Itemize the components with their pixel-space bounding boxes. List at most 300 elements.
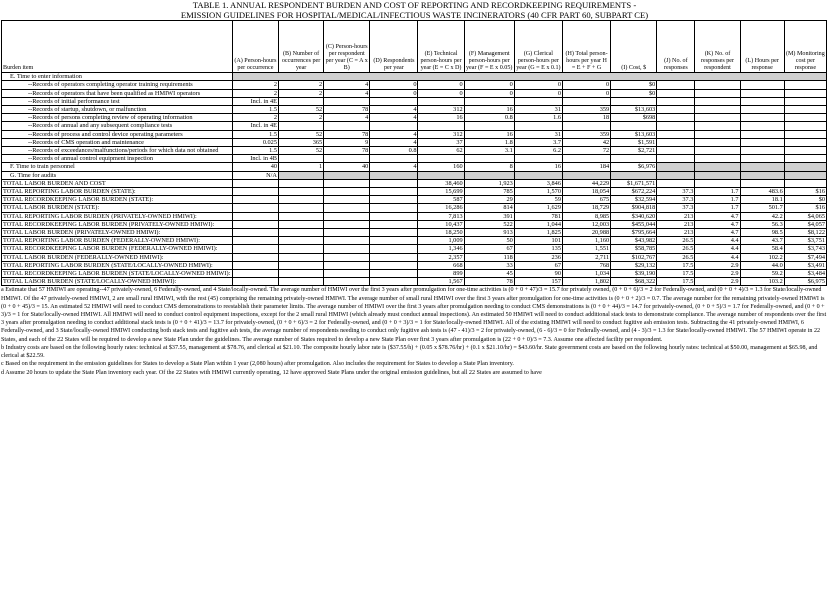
cell-f: 1,923 (464, 179, 514, 187)
col-header-i: (I) Cost, $ (611, 21, 657, 73)
footnote-d: d Assume 20 hours to update the State Plan inventory each year. Of the 22 States with HMIWI currently operating, 12 have approved State Plans under the original emission guidelines, but all 22 States are assumed to have (1, 369, 542, 376)
col-header-d: (D) Respondents per year (370, 21, 418, 73)
total-row (2, 196, 827, 204)
cell-e: 587 (418, 196, 464, 204)
cell-k: 4.7 (695, 212, 740, 220)
cell-k: 4.4 (695, 237, 740, 245)
cell-i: $39,190 (611, 270, 657, 278)
cell-d (370, 196, 418, 204)
cell-d (370, 229, 418, 237)
cell-m: $4,065 (784, 212, 826, 220)
cell-i: $13,603 (611, 130, 657, 138)
table-row (2, 106, 827, 114)
cell-c: 4 (324, 81, 370, 89)
cell-k: 4.7 (695, 229, 740, 237)
row-label: TOTAL REPORTING LABOR BURDEN (PRIVATELY-OWNED HMIWI): (2, 212, 233, 220)
cell-l: 42.2 (740, 212, 784, 220)
cell-i (611, 97, 657, 105)
cell-h: 42 (562, 138, 610, 146)
cell-j: 26.5 (657, 245, 695, 253)
cell-i: $102,767 (611, 253, 657, 261)
cell-h: 0 (562, 81, 610, 89)
cell-a: Incl. in 4E (232, 97, 278, 105)
cell-c (324, 237, 370, 245)
cell-f (464, 122, 514, 130)
cell-m: $7,494 (784, 253, 826, 261)
cell-a: 1.5 (232, 106, 278, 114)
row-label: TOTAL REPORTING LABOR BURDEN (STATE/LOCALLY-OWNED HMIWI): (2, 261, 233, 269)
cell-f: 0 (464, 89, 514, 97)
cell-g: 1,044 (514, 220, 562, 228)
cell-j (657, 138, 695, 146)
cell-m: $16 (784, 188, 826, 196)
cell-e: 0 (418, 81, 464, 89)
row-label: TOTAL LABOR BURDEN (FEDERALLY-OWNED HMIWI): (2, 253, 233, 261)
cell-c (324, 270, 370, 278)
header-row (2, 21, 827, 73)
cell-g: 67 (514, 261, 562, 269)
cell-g: 16 (514, 163, 562, 171)
cell-h: 18,729 (562, 204, 610, 212)
total-row (2, 245, 827, 253)
cell-c (324, 155, 370, 163)
cell-l: 58.4 (740, 245, 784, 253)
cell-k (695, 171, 740, 179)
cell-j (657, 114, 695, 122)
cell-c (324, 261, 370, 269)
row-label: --Records of operators that have been qualified as HMIWI operators (2, 89, 233, 97)
table-row (2, 81, 827, 89)
cell-j: 17.5 (657, 270, 695, 278)
cell-m: $6,975 (784, 278, 826, 286)
table-row (2, 138, 827, 146)
cell-e: 668 (418, 261, 464, 269)
cell-h: 72 (562, 147, 610, 155)
cell-l: 56.3 (740, 220, 784, 228)
cell-b: 2 (278, 89, 323, 97)
cell-a (232, 278, 278, 286)
cell-i: $1,591 (611, 138, 657, 146)
cell-m: $0 (784, 196, 826, 204)
cell-g: 1,825 (514, 229, 562, 237)
col-header-j: (J) No. of responses (657, 21, 695, 73)
cell-h: 1,802 (562, 278, 610, 286)
cell-g: 0 (514, 89, 562, 97)
cell-l: 59.2 (740, 270, 784, 278)
cell-m: $8,122 (784, 229, 826, 237)
cell-g (514, 97, 562, 105)
cell-j: 213 (657, 212, 695, 220)
section-row-e (2, 73, 827, 81)
cell-j (657, 155, 695, 163)
cell-l (740, 97, 784, 105)
cell-d (370, 278, 418, 286)
cell-c: 78 (324, 130, 370, 138)
cell-c: 4 (324, 114, 370, 122)
total-row (2, 188, 827, 196)
row-label: TOTAL RECORDKEEPING LABOR BURDEN (STATE): (2, 196, 233, 204)
cell-i: $455,044 (611, 220, 657, 228)
cell-m: $3,743 (784, 245, 826, 253)
cell-f: 785 (464, 188, 514, 196)
cell-k (695, 114, 740, 122)
cell-e: 1,567 (418, 278, 464, 286)
cell-g (514, 122, 562, 130)
cell-d (370, 204, 418, 212)
title-line-2: EMISSION GUIDELINES FOR HOSPITAL/MEDICAL/INFECTIOUS WASTE INCINERATORS (40 CFR PART 60, SUBPART CE) (180, 9, 649, 20)
cell-m (784, 138, 826, 146)
cell-c (324, 212, 370, 220)
cell-c (324, 188, 370, 196)
cell-e: 16,286 (418, 204, 464, 212)
cell-b (278, 188, 323, 196)
cell-b (278, 179, 323, 187)
total-row (2, 237, 827, 245)
row-label: --Records of exceedances/malfunctions/periods for which data not obtained (2, 147, 233, 155)
cell-d (370, 237, 418, 245)
cell-h: 0 (562, 89, 610, 97)
cell-c: 78 (324, 106, 370, 114)
cell-e: 62 (418, 147, 464, 155)
cell-c (324, 278, 370, 286)
cell-h: 768 (562, 261, 610, 269)
cell-a (232, 253, 278, 261)
cell-e: 2,357 (418, 253, 464, 261)
table-row (2, 155, 827, 163)
cell-a: N/A (232, 171, 278, 179)
table-title (0, 1, 829, 20)
cell-b (278, 229, 323, 237)
cell-j: 37.3 (657, 196, 695, 204)
cell-f: 1.8 (464, 138, 514, 146)
cell-e: 0 (418, 89, 464, 97)
cell-m (784, 106, 826, 114)
cell-c (324, 229, 370, 237)
cell-f: 78 (464, 278, 514, 286)
cell-j (657, 163, 695, 171)
cell-h: 359 (562, 106, 610, 114)
cell-m (784, 163, 826, 171)
row-label: TOTAL LABOR BURDEN AND COST (2, 179, 233, 187)
cell-f (464, 97, 514, 105)
cell-e: 899 (418, 270, 464, 278)
cell-k: 1.7 (695, 204, 740, 212)
cell-l (740, 106, 784, 114)
cell-k: 4.4 (695, 245, 740, 253)
cell-e: 312 (418, 130, 464, 138)
col-header-a: (A) Person-hours per occurrence (232, 21, 278, 73)
cell-i: $1,671,571 (611, 179, 657, 187)
cell-h: 675 (562, 196, 610, 204)
row-label: TOTAL RECORDKEEPING LABOR BURDEN (FEDERALLY-OWNED HMIWI): (2, 245, 233, 253)
cell-j (657, 81, 695, 89)
footnote-c: c Based on the requirement in the emission guidelines for States to develop a State Plan within 1 year (2,080 hours) after promulgation. Also includes the requirement for States to develop a State Plan inventory. (1, 361, 514, 368)
cell-h: 44,229 (562, 179, 610, 187)
cell-f: 118 (464, 253, 514, 261)
row-label: --Records of initial performance test (2, 97, 233, 105)
cell-k: 1.7 (695, 196, 740, 204)
cell-g: 31 (514, 106, 562, 114)
cell-k: 1.7 (695, 188, 740, 196)
cell-i: $43,982 (611, 237, 657, 245)
total-row (2, 270, 827, 278)
cell-h: 1,160 (562, 237, 610, 245)
cell-d: 4 (370, 114, 418, 122)
cell-a: Incl. in 4B (232, 155, 278, 163)
cell-i: $795,664 (611, 229, 657, 237)
cell-f: 29 (464, 196, 514, 204)
cell-a: Incl. in 4E (232, 122, 278, 130)
cell-g: 6.2 (514, 147, 562, 155)
cell-e: 1,009 (418, 237, 464, 245)
cell-a (232, 261, 278, 269)
cell-l (740, 147, 784, 155)
cell-m: $3,491 (784, 261, 826, 269)
cell-i: $904,818 (611, 204, 657, 212)
row-label: --Records of operators completing operator training requirements (2, 81, 233, 89)
cell-j (657, 147, 695, 155)
cell-k (695, 122, 740, 130)
cell-c (324, 204, 370, 212)
footnotes (1, 286, 827, 376)
cell-h: 2,711 (562, 253, 610, 261)
cell-k: 2.9 (695, 278, 740, 286)
cell-b: 365 (278, 138, 323, 146)
cell-k (695, 155, 740, 163)
total-row (2, 204, 827, 212)
cell-i: $29,132 (611, 261, 657, 269)
cell-l: 102.2 (740, 253, 784, 261)
cell-c (324, 171, 370, 179)
cell-f: 16 (464, 106, 514, 114)
cell-l (740, 81, 784, 89)
cell-d (370, 179, 418, 187)
cell-g: 1.6 (514, 114, 562, 122)
total-row (2, 261, 827, 269)
cell-a (232, 245, 278, 253)
cell-m (784, 130, 826, 138)
row-label: --Records of persons completing review of operating information (2, 114, 233, 122)
cell-f: 33 (464, 261, 514, 269)
cell-k: 2.9 (695, 270, 740, 278)
cell-h: 1,034 (562, 270, 610, 278)
cell-k (695, 97, 740, 105)
cell-f: 50 (464, 237, 514, 245)
cell-b (278, 278, 323, 286)
cell-g (514, 155, 562, 163)
cell-d (370, 122, 418, 130)
cell-e (418, 155, 464, 163)
cell-d: 0 (370, 89, 418, 97)
cell-a (232, 204, 278, 212)
cell-m (784, 147, 826, 155)
cell-a: 2 (232, 114, 278, 122)
cell-f: 8 (464, 163, 514, 171)
cell-h (562, 155, 610, 163)
cell-b: 52 (278, 106, 323, 114)
cell-a: 2 (232, 89, 278, 97)
cell-l: 43.7 (740, 237, 784, 245)
cell-l (740, 155, 784, 163)
section-row-g (2, 171, 827, 179)
col-header-l: (L) Hours per response (740, 21, 784, 73)
cell-f: 0 (464, 81, 514, 89)
cell-j: 213 (657, 229, 695, 237)
cell-j (657, 97, 695, 105)
cell-i: $13,603 (611, 106, 657, 114)
cell-f: 522 (464, 220, 514, 228)
cell-g: 135 (514, 245, 562, 253)
cell-k (695, 179, 740, 187)
cell-g: 3.7 (514, 138, 562, 146)
table-row (2, 114, 827, 122)
cell-c: 9 (324, 138, 370, 146)
cell-j (657, 106, 695, 114)
cell-b: 1 (278, 163, 323, 171)
cell-m (784, 81, 826, 89)
cell-l (740, 171, 784, 179)
cell-d: 0 (370, 81, 418, 89)
cell-e: 1,346 (418, 245, 464, 253)
cell-e (418, 122, 464, 130)
cell-k (695, 81, 740, 89)
cell-f: 67 (464, 245, 514, 253)
cell-m: $4,057 (784, 220, 826, 228)
row-label: TOTAL LABOR BURDEN (STATE): (2, 204, 233, 212)
cell-m: $16 (784, 204, 826, 212)
cell-l (740, 163, 784, 171)
cell-k (695, 147, 740, 155)
cell-e: 37 (418, 138, 464, 146)
cell-g: 0 (514, 81, 562, 89)
cell-d (370, 212, 418, 220)
cell-b (278, 237, 323, 245)
cell-e: 15,699 (418, 188, 464, 196)
table-row (2, 122, 827, 130)
cell-k (695, 138, 740, 146)
cell-j: 213 (657, 220, 695, 228)
cell-j: 26.5 (657, 237, 695, 245)
cell-g: 781 (514, 212, 562, 220)
col-header-item: Burden item (2, 21, 233, 73)
cell-g: 101 (514, 237, 562, 245)
cell-h: 359 (562, 130, 610, 138)
cell-l (740, 114, 784, 122)
cell-h: 18,054 (562, 188, 610, 196)
cell-d: 0.8 (370, 147, 418, 155)
cell-b (278, 171, 323, 179)
cell-h: 8,985 (562, 212, 610, 220)
col-header-m: (M) Monitoring cost per response (784, 21, 826, 73)
cell-l (740, 138, 784, 146)
cell-d (370, 253, 418, 261)
cell-a (232, 237, 278, 245)
cell-d: 4 (370, 130, 418, 138)
cell-j (657, 179, 695, 187)
cell-b: 2 (278, 81, 323, 89)
total-row (2, 229, 827, 237)
cell-g: 157 (514, 278, 562, 286)
cell-b: 2 (278, 114, 323, 122)
section-row-f (2, 163, 827, 171)
cell-l (740, 122, 784, 130)
cell-l (740, 89, 784, 97)
section-label: E. Time to enter information (2, 73, 233, 81)
cell-d (370, 171, 418, 179)
cell-h: 18 (562, 114, 610, 122)
cell-g: 236 (514, 253, 562, 261)
cell-f: 913 (464, 229, 514, 237)
cell-d (370, 188, 418, 196)
cell-g: 3,846 (514, 179, 562, 187)
cell-i (611, 155, 657, 163)
cell-f (464, 155, 514, 163)
cell-c (324, 220, 370, 228)
cell-k: 4.7 (695, 220, 740, 228)
row-label: --Records of startup, shutdown, or malfunction (2, 106, 233, 114)
cell-d: 4 (370, 138, 418, 146)
cell-f (464, 171, 514, 179)
cell-g: 1,570 (514, 188, 562, 196)
total-row (2, 253, 827, 261)
cell-g: 31 (514, 130, 562, 138)
cell-d (370, 220, 418, 228)
cell-m: $3,484 (784, 270, 826, 278)
cell-a (232, 229, 278, 237)
cell-a: 2 (232, 81, 278, 89)
cell-b: 52 (278, 130, 323, 138)
cell-l: 501.7 (740, 204, 784, 212)
total-row (2, 212, 827, 220)
col-header-g: (G) Clerical person-hours per year (G = E x 0.1) (514, 21, 562, 73)
cell-e (418, 171, 464, 179)
cell-l (740, 130, 784, 138)
cell-d (370, 97, 418, 105)
cell-l: 18.1 (740, 196, 784, 204)
cell-c: 40 (324, 163, 370, 171)
table-row (2, 97, 827, 105)
cell-a: 1.5 (232, 130, 278, 138)
cell-j: 17.5 (657, 278, 695, 286)
cell-j: 37.3 (657, 204, 695, 212)
cell-k (695, 163, 740, 171)
cell-c (324, 122, 370, 130)
cell-h: 12,003 (562, 220, 610, 228)
row-label: TOTAL REPORTING LABOR BURDEN (STATE): (2, 188, 233, 196)
cell-m (784, 97, 826, 105)
cell-g: 59 (514, 196, 562, 204)
cell-e: 38,460 (418, 179, 464, 187)
row-label: F. Time to train personnel (2, 163, 233, 171)
cell-l: 98.5 (740, 229, 784, 237)
cell-l: 103.2 (740, 278, 784, 286)
cell-i: $68,322 (611, 278, 657, 286)
cell-e: 10,437 (418, 220, 464, 228)
row-label: TOTAL REPORTING LABOR BURDEN (FEDERALLY-OWNED HMIWI): (2, 237, 233, 245)
section-shading (232, 73, 826, 81)
cell-h (562, 97, 610, 105)
cell-k (695, 89, 740, 97)
cell-h: 184 (562, 163, 610, 171)
cell-i: $0 (611, 89, 657, 97)
row-label: TOTAL RECORDKEEPING LABOR BURDEN (STATE/LOCALLY-OWNED HMIWI): (2, 270, 233, 278)
row-label: TOTAL LABOR BURDEN (STATE/LOCALLY-OWNED HMIWI): (2, 278, 233, 286)
cell-c (324, 179, 370, 187)
cell-d: 4 (370, 163, 418, 171)
cell-m (784, 89, 826, 97)
cell-d (370, 261, 418, 269)
col-header-c: (C) Person-hours per respondent per year (C = A x B) (324, 21, 370, 73)
